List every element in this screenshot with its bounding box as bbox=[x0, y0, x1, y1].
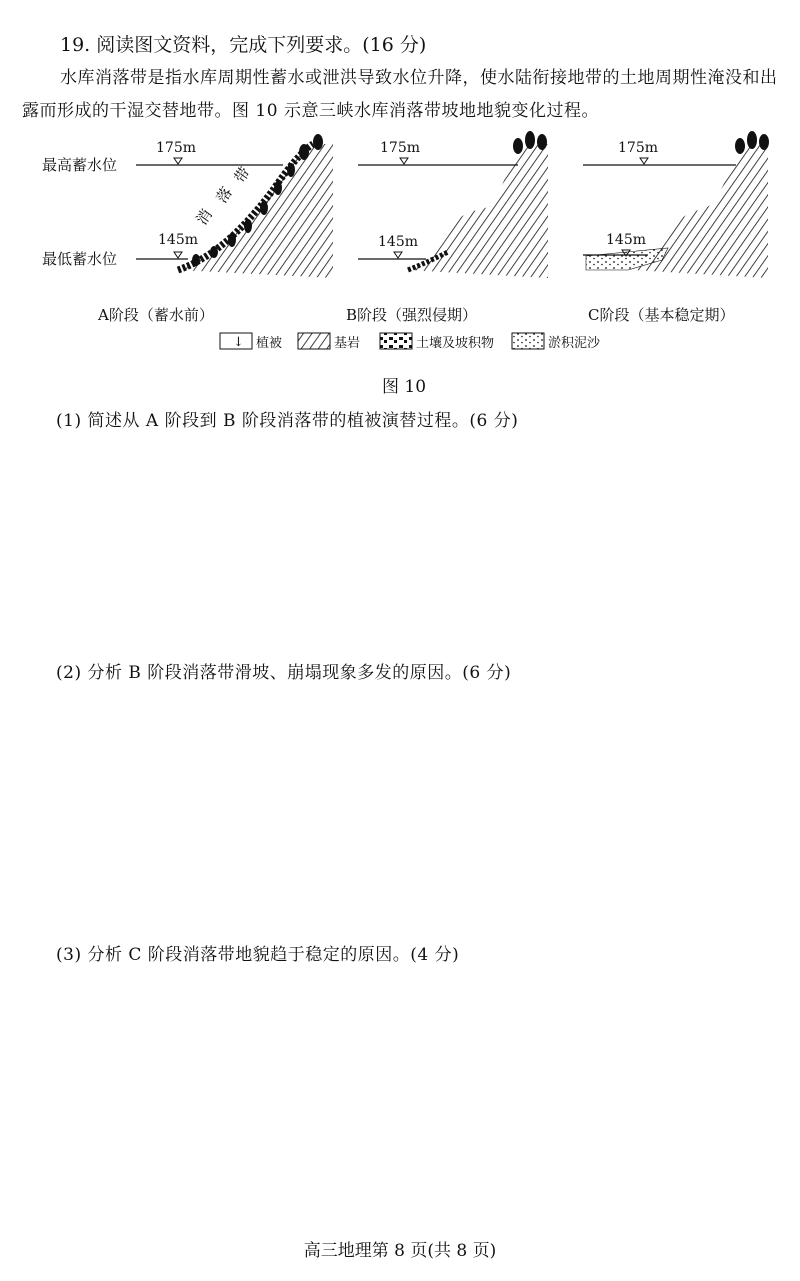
panel-a bbox=[97, 134, 333, 324]
water-level-marker-icon bbox=[400, 158, 408, 164]
level-145-label: 145m bbox=[606, 232, 646, 248]
panel-b bbox=[346, 131, 548, 324]
svg-text:↓: ↓ bbox=[233, 335, 244, 350]
water-level-marker-icon bbox=[640, 158, 648, 164]
figure-caption: 图 10 bbox=[382, 377, 427, 397]
subquestion-1: (1) 简述从 A 阶段到 B 阶段消落带的植被演替过程。(6 分) bbox=[56, 411, 519, 431]
max-water-level-label: 最高蓄水位 bbox=[42, 156, 118, 174]
page-footer: 高三地理第 8 页(共 8 页) bbox=[303, 1241, 497, 1261]
legend-bedrock-label: 基岩 bbox=[334, 336, 361, 351]
water-level-marker-icon bbox=[174, 158, 182, 164]
subquestion-2: (2) 分析 B 阶段消落带滑坡、崩塌现象多发的原因。(6 分) bbox=[56, 663, 512, 683]
level-175-label: 175m bbox=[380, 140, 420, 156]
panel-a-caption: A阶段（蓄水前） bbox=[98, 306, 214, 324]
legend-vegetation-label: 植被 bbox=[256, 336, 283, 351]
min-water-level-label: 最低蓄水位 bbox=[42, 250, 118, 268]
question-title: 19. 阅读图文资料，完成下列要求。(16 分) bbox=[60, 34, 427, 56]
legend-silt-swatch bbox=[512, 333, 544, 349]
panel-b-caption: B阶段（强烈侵期） bbox=[346, 306, 478, 324]
legend-bedrock-swatch bbox=[298, 333, 330, 349]
level-145-label: 145m bbox=[158, 232, 198, 248]
water-level-marker-icon bbox=[174, 252, 182, 258]
zone-label-char: 消 bbox=[192, 205, 216, 229]
legend-silt-label: 淤积泥沙 bbox=[548, 336, 601, 351]
water-level-marker-icon bbox=[394, 252, 402, 258]
question-intro: 水库消落带是指水库周期性蓄水或泄洪导致水位升降，使水陆衔接地带的土地周期性淹没和出露而形成的干湿交替地带。图 10 示意三峡水库消落带坡地地貌变化过程。 bbox=[22, 68, 778, 121]
subquestion-3: (3) 分析 C 阶段消落带地貌趋于稳定的原因。(4 分) bbox=[56, 945, 460, 965]
legend-soil-swatch bbox=[380, 333, 412, 349]
figure-10-diagram bbox=[28, 128, 778, 360]
figure-legend bbox=[220, 333, 601, 351]
zone-label-char: 落 bbox=[212, 183, 236, 207]
zone-label-char: 带 bbox=[230, 163, 254, 187]
level-145-label: 145m bbox=[378, 234, 418, 250]
legend-soil-label: 土壤及坡积物 bbox=[416, 336, 495, 351]
level-175-label: 175m bbox=[156, 140, 196, 156]
bedrock bbox=[408, 144, 548, 278]
level-175-label: 175m bbox=[618, 140, 658, 156]
panel-c bbox=[583, 131, 769, 324]
panel-c-caption: C阶段（基本稳定期） bbox=[588, 306, 735, 324]
